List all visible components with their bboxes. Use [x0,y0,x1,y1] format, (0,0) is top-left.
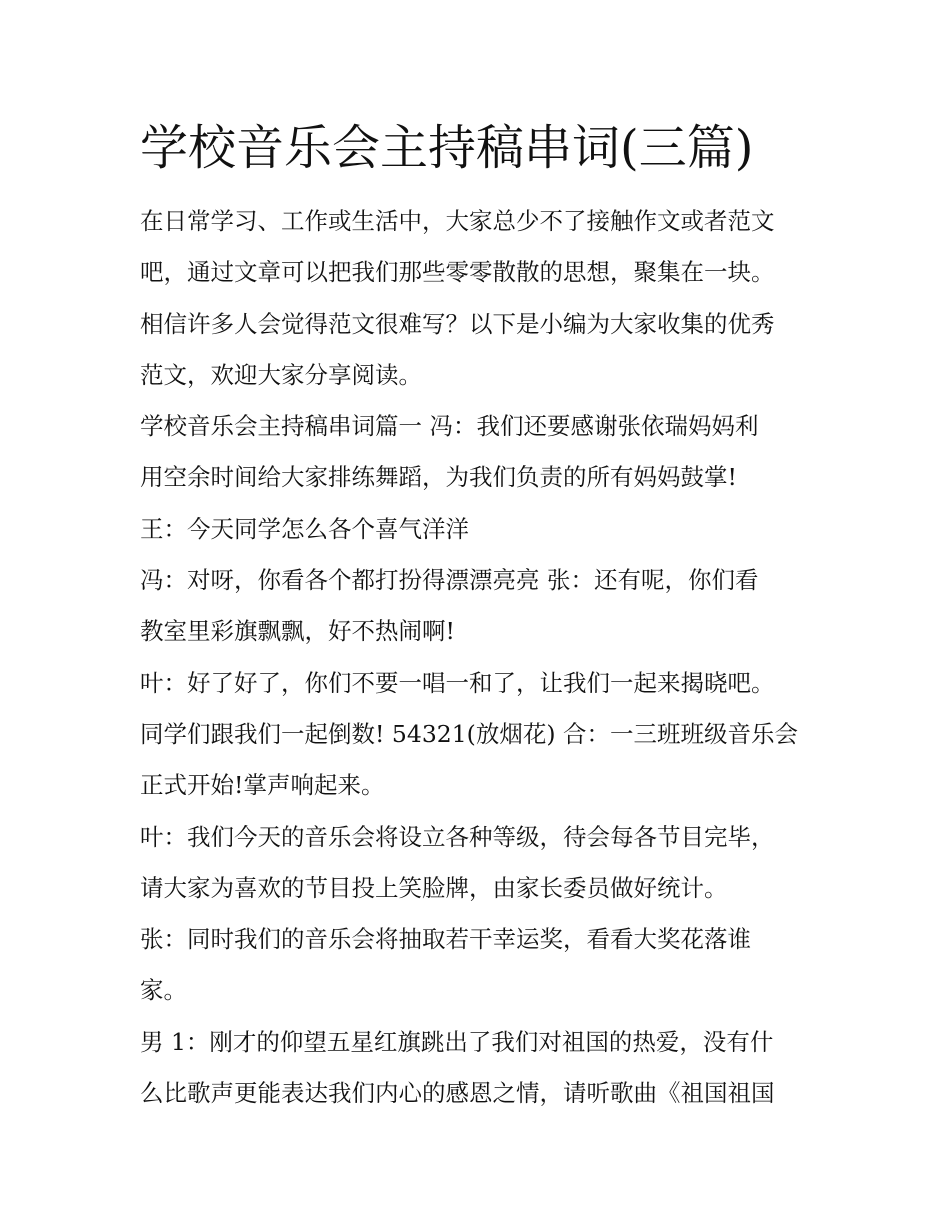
script-line: 叶：好了好了，你们不要一唱一和了，让我们一起来揭晓吧。 [140,668,775,697]
script-line: 同学们跟我们一起倒数! 54321(放烟花) 合：一三班班级音乐会 [140,719,798,748]
intro-line: 在日常学习、工作或生活中，大家总少不了接触作文或者范文 [140,207,775,235]
document-title: 学校音乐会主持稿串词(三篇) [140,120,754,176]
script-line: 请大家为喜欢的节目投上笑脸牌，由家长委员做好统计。 [140,873,728,902]
script-line: 冯：对呀，你看各个都打扮得漂漂亮亮 张：还有呢，你们看 [140,566,759,595]
script-line: 家。 [140,976,187,1005]
intro-line: 相信许多人会觉得范文很难写？以下是小编为大家收集的优秀 [140,309,775,338]
script-line: 学校音乐会主持稿串词篇一 冯：我们还要感谢张依瑞妈妈利 [140,412,759,441]
script-line: 用空余时间给大家排练舞蹈，为我们负责的所有妈妈鼓掌! [140,463,737,492]
intro-line: 吧，通过文章可以把我们那些零零散散的思想，聚集在一块。 [140,258,775,287]
intro-line: 范文，欢迎大家分享阅读。 [140,360,422,389]
script-line: 教室里彩旗飘飘，好不热闹啊! [140,617,455,646]
script-line: 男 1：刚才的仰望五星红旗跳出了我们对祖国的热爱，没有什 [140,1027,774,1056]
script-line: 王：今天同学怎么各个喜气洋洋 [140,514,469,543]
script-line: 么比歌声更能表达我们内心的感恩之情，请听歌曲《祖国祖国 [140,1079,775,1108]
script-line: 正式开始!掌声响起来。 [140,771,385,800]
script-line: 叶：我们今天的音乐会将设立各种等级，待会每各节目完毕， [140,822,775,851]
script-line: 张：同时我们的音乐会将抽取若干幸运奖，看看大奖花落谁 [140,925,751,954]
document-body [140,196,830,1119]
